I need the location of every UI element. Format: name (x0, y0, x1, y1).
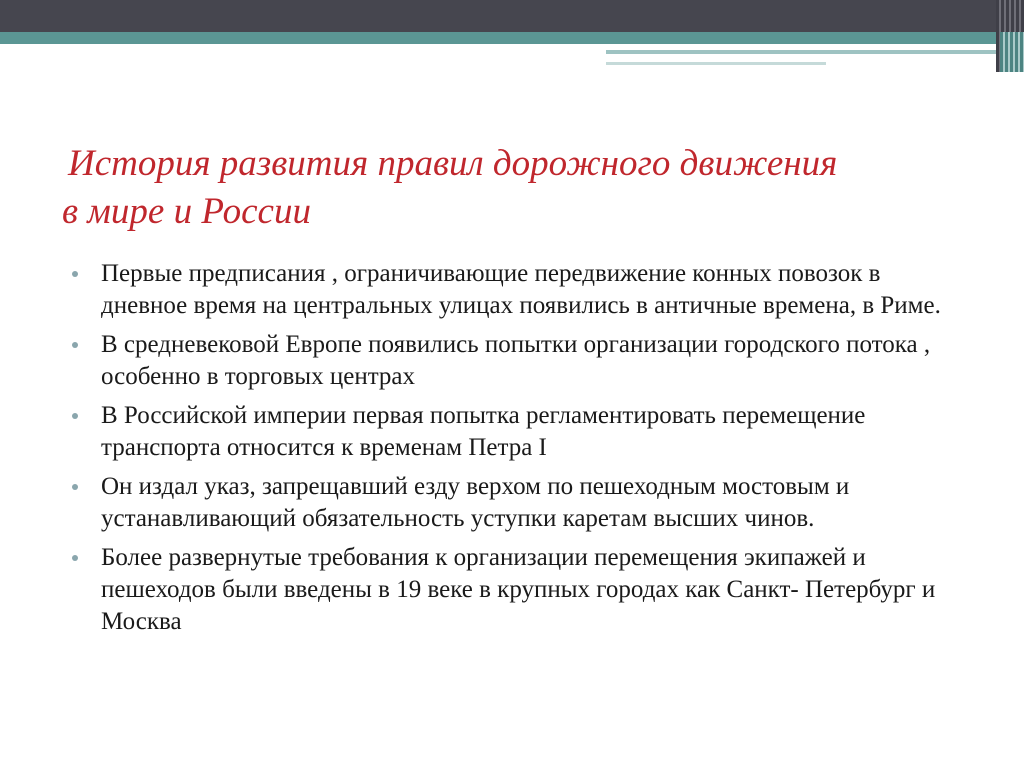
bullet-text: Первые предписания , ограничивающие передвижение конных повозок в дневное время на центральных улицах появились в античные времена, в Риме. (101, 260, 941, 319)
bullet-dot-icon (72, 555, 78, 561)
bullet-text: Он издал указ, запрещавший езду верхом по пешеходным мостовым и устанавливающий обязательность уступки каретам высших чинов. (101, 473, 850, 532)
bullet-text: Более развернутые требования к организации перемещения экипажей и пешеходов были введены в 19 веке в крупных городах как Санкт- Петербург и Москва (101, 544, 936, 635)
bullet-item (70, 258, 970, 322)
header-teal-band (0, 32, 1000, 44)
header-thin-line-2 (606, 62, 826, 65)
header-dark-bar (0, 0, 1024, 32)
slide-title: История развития правил дорожного движения в мире и России (62, 143, 838, 232)
bullet-item (70, 542, 970, 638)
bullet-dot-icon (72, 342, 78, 348)
bullet-dot-icon (72, 271, 78, 277)
bullet-item (70, 329, 970, 393)
header-stripes-teal (1000, 32, 1024, 72)
bullet-list (70, 258, 970, 645)
bullet-text: В Российской империи первая попытка регламентировать перемещение транспорта относится к временам Петра I (101, 402, 866, 461)
bullet-dot-icon (72, 413, 78, 419)
bullet-item (70, 471, 970, 535)
bullet-text: В средневековой Европе появились попытки организации городского потока , особенно в торговых центрах (101, 331, 931, 390)
header-thin-line (606, 50, 1000, 54)
bullet-dot-icon (72, 484, 78, 490)
bullet-item (70, 400, 970, 464)
